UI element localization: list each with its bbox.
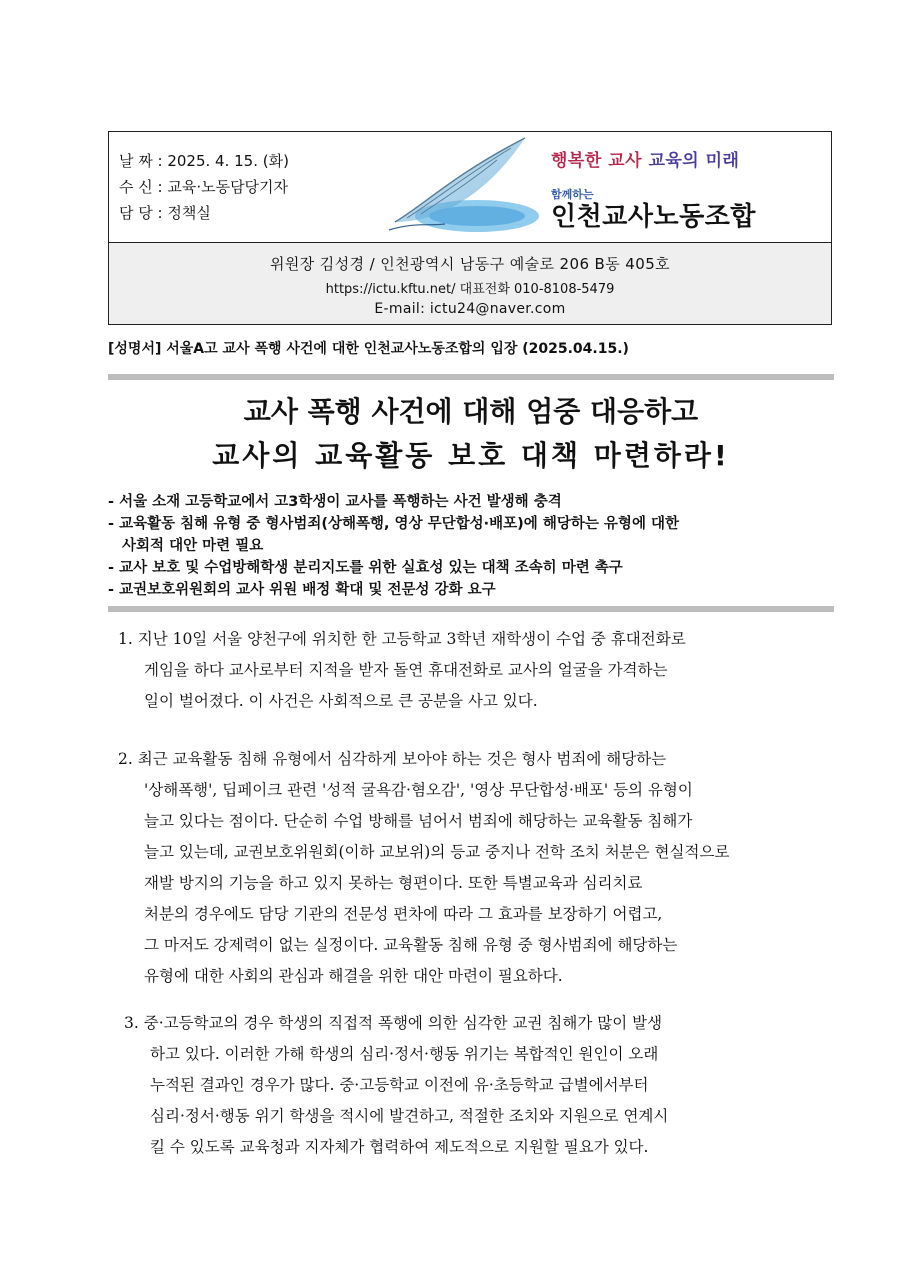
- divider-bottom: [108, 606, 834, 612]
- paragraph-line: 3. 중·고등학교의 경우 학생의 직접적 폭행에 의한 심각한 교권 침해가 많이 발생: [124, 1014, 663, 1032]
- org-tagline: 함께하는: [551, 188, 594, 201]
- summary-bullet: - 교사 보호 및 수업방해학생 분리지도를 위한 실효성 있는 대책 조속히 마련 촉구: [108, 560, 623, 576]
- paragraph-line: 2. 최근 교육활동 침해 유형에서 심각하게 보아야 하는 것은 형사 범죄에 해당하는: [118, 750, 667, 768]
- paragraph-line: 하고 있다. 이러한 가해 학생의 심리·정서·행동 위기는 복합적인 원인이 오래: [150, 1045, 659, 1063]
- contact-info: [109, 243, 831, 324]
- memo-meta: [119, 148, 289, 226]
- summary-bullet: - 교권보호위원회의 교사 위원 배정 확대 및 전문성 강화 요구: [108, 582, 496, 598]
- paragraph-line: 일이 벌어졌다. 이 사건은 사회적으로 큰 공분을 사고 있다.: [144, 692, 538, 710]
- summary-bullet-continuation: 사회적 대안 마련 필요: [122, 538, 264, 554]
- paragraph-line: 유형에 대한 사회의 관심과 해결을 위한 대안 마련이 필요하다.: [144, 967, 563, 985]
- main-title-line2: 교사의 교육활동 보호 대책 마련하라!: [212, 439, 730, 472]
- main-title-line1: 교사 폭행 사건에 대해 엄중 대응하고: [243, 395, 699, 428]
- paragraph-line: 1. 지난 10일 서울 양천구에 위치한 한 고등학교 3학년 재학생이 수업 중 휴대전화로: [118, 630, 686, 648]
- statement-title: [성명서] 서울A고 교사 폭행 사건에 대한 인천교사노동조합의 입장 (2025.04.15.): [108, 341, 629, 357]
- paragraph-line: 늘고 있는데, 교권보호위원회(이하 교보위)의 등교 중지나 전학 조치 처분은 현실적으로: [144, 843, 730, 861]
- union-slogan: [551, 146, 739, 171]
- summary-bullet: - 교육활동 침해 유형 중 형사범죄(상해폭행, 영상 무단합성·배포)에 해당하는 유형에 대한: [108, 516, 680, 532]
- letterhead-top: [109, 132, 831, 243]
- org-name: 인천교사노동조합: [551, 202, 756, 232]
- slogan-part2: 교육의 미래: [648, 151, 740, 171]
- date-line: 날 짜 : 2025. 4. 15. (화): [119, 152, 289, 170]
- paragraph-line: '상해폭행', 딥페이크 관련 '성적 굴욕감·혐오감', '영상 무단합성·배포' 등의 유형이: [144, 781, 693, 799]
- summary-bullets: [108, 491, 834, 601]
- summary-bullet: - 서울 소재 고등학교에서 고3학생이 교사를 폭행하는 사건 발생해 충격: [108, 494, 562, 510]
- recipient-line: 수 신 : 교육·노동담당기자: [119, 178, 289, 196]
- paragraph-line: 재발 방지의 기능을 하고 있지 못하는 형편이다. 또한 특별교육과 심리치료: [144, 874, 643, 892]
- divider-top: [108, 374, 834, 380]
- paragraph-line: 누적된 결과인 경우가 많다. 중·고등학교 이전에 유·초등학교 급별에서부터: [150, 1076, 649, 1094]
- union-logo: [373, 132, 831, 240]
- paragraph-line: 킬 수 있도록 교육청과 지자체가 협력하여 제도적으로 지원할 필요가 있다.: [150, 1138, 649, 1156]
- president-address-line: 위원장 김성경 / 인천광역시 남동구 예술로 206 B동 405호: [269, 255, 671, 273]
- paragraph-2: [118, 744, 808, 992]
- paragraph-line: 심리·정서·행동 위기 학생을 적시에 발견하고, 적절한 조치와 지원으로 연계시: [150, 1107, 669, 1125]
- main-title: [108, 390, 834, 478]
- contact-person-line: 담 당 : 정책실: [119, 204, 211, 222]
- letterhead-box: [108, 131, 832, 325]
- paragraph-line: 그 마저도 강제력이 없는 실정이다. 교육활동 침해 유형 중 형사범죄에 해당하는: [144, 936, 678, 954]
- paragraph-1: [118, 624, 808, 717]
- website-phone-line: https://ictu.kftu.net/ 대표전화 010-8108-5479: [325, 282, 615, 297]
- slogan-part1: 행복한 교사: [551, 151, 643, 171]
- paragraph-line: 게임을 하다 교사로부터 지적을 받자 돌연 휴대전화로 교사의 얼굴을 가격하는: [144, 661, 668, 679]
- email-line: E-mail: ictu24@naver.com: [374, 301, 566, 317]
- paragraph-3: [124, 1008, 814, 1163]
- paragraph-line: 처분의 경우에도 담당 기관의 전문성 편차에 따라 그 효과를 보장하기 어렵고,: [144, 905, 663, 923]
- feather-logo-icon: [385, 134, 555, 238]
- paragraph-line: 늘고 있다는 점이다. 단순히 수업 방해를 넘어서 범죄에 해당하는 교육활동 침해가: [144, 812, 693, 830]
